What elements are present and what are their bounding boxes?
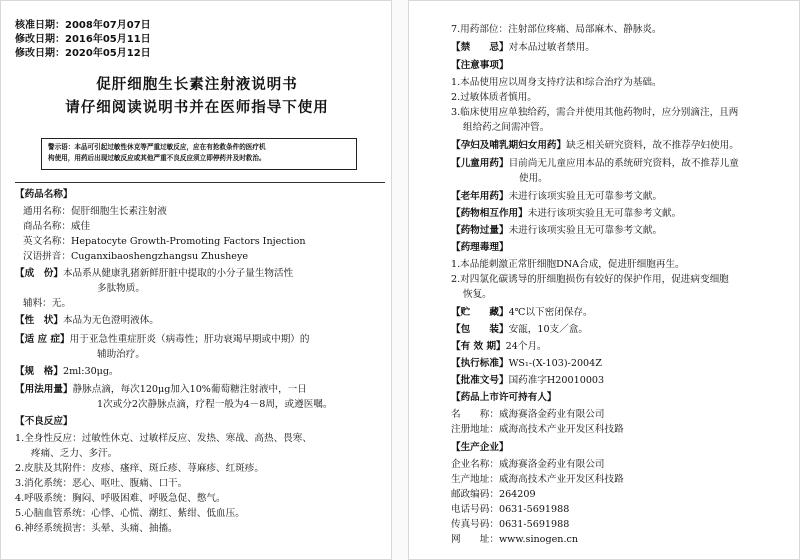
validity-text: 24个月。 [505,341,547,352]
interaction-text: 未进行该项实验且无可靠参考文献。 [527,208,682,219]
mah-address: 注册地址：威海高技术产业开发区科技路 [451,424,624,435]
geriatric-row [451,190,662,204]
storage-row [451,306,593,320]
trade-name: 商品名称：威佳 [23,221,91,232]
pediatric-label: 【儿童用药】 [451,158,509,169]
pediatric-cont: 使用。 [519,173,548,184]
interaction-row [451,207,681,221]
package-label: 【包 装】 [451,324,509,335]
indication-text: 用于亚急性重症肝炎（病毒性；肝功衰竭早期或中期）的 [69,334,310,345]
storage-label: 【贮 藏】 [451,307,509,318]
indication-cont: 辅助治疗。 [97,349,145,360]
adverse-item-7: 7.用药部位：注射部位疼痛、局部麻木、静脉炎。 [451,24,662,35]
manufacturer-header: 【生产企业】 [451,442,509,453]
warning-line-1: 警示语：本品可引起过敏性休克等严重过敏反应，应在有抢救条件的医疗机 [48,143,266,151]
document-title: 促肝细胞生长素注射液说明书 [96,76,298,93]
adverse-item-5: 5.心脑血管系统：心悸、心慌、潮红、紫绀、低血压。 [15,508,245,519]
spec-label: 【规 格】 [15,366,63,377]
geriatric-text: 未进行该项实验且无可靠参考文献。 [508,191,663,202]
fax-number: 传真号码：0631-5691988 [451,519,570,530]
geriatric-label: 【老年用药】 [451,191,509,202]
validity-label: 【有 效 期】 [451,341,506,352]
generic-name: 通用名称：促肝细胞生长素注射液 [23,206,167,217]
package-text: 安瓿，10支／盒。 [508,324,588,335]
adverse-header: 【不良反应】 [15,416,73,427]
pharmacology-2-cont: 恢复。 [463,289,492,300]
postcode: 邮政编码：264209 [451,489,536,500]
interaction-label: 【药物相互作用】 [451,208,528,219]
standard-text: WS₁-(X-103)-2004Z [508,358,602,369]
adverse-item-4: 4.呼吸系统：胸闷、呼吸困难、呼吸急促、憋气。 [15,493,226,504]
spec-row [15,365,119,379]
dosage-row [15,383,307,397]
mah-name: 名 称：威海赛洛金药业有限公司 [451,409,605,420]
contra-text: 对本品过敏者禁用。 [508,42,595,53]
contra-label: 【禁 忌】 [451,42,509,53]
precaution-2: 2.过敏体质者慎用。 [451,92,537,103]
pregnancy-label: 【孕妇及哺乳期妇女用药】 [451,140,567,151]
indication-label: 【适 应 症】 [15,334,70,345]
pharmacology-1: 1.本品能刺激正常肝细胞DNA合成，促进肝细胞再生。 [451,259,685,270]
storage-text: 4℃以下密闭保存。 [508,307,593,318]
ingredients-cont: 多肽物质。 [97,283,145,294]
website: 网 址：www.sinogen.cn [451,534,579,545]
adverse-item-6: 6.神经系统损害：头晕、头痛、抽搐。 [15,523,178,534]
drug-name-header: 【药品名称】 [15,189,73,200]
precautions-header: 【注意事项】 [451,60,509,71]
standard-row [451,357,602,371]
pharmacology-header: 【药理毒理】 [451,242,509,253]
revision-date-1: 修改日期：2016年05月11日 [15,34,151,45]
revision-date-2: 修改日期：2020年05月12日 [15,48,151,59]
section-divider [15,182,385,183]
manufacturer-name: 企业名称：威海赛洛金药业有限公司 [451,459,605,470]
overdose-text: 未进行该项实验且无可靠参考文献。 [508,225,663,236]
warning-line-2: 构使用，用药后出现过敏反应或其他严重不良反应须立即停药并及时救治。 [48,154,266,162]
ingredients-label: 【成 份】 [15,268,63,279]
character-row [15,314,159,328]
approval-row [451,374,604,388]
pinyin-name: 汉语拼音：Cuganxibaoshengzhangsu Zhusheye [23,251,249,262]
mah-header: 【药品上市许可持有人】 [451,392,557,403]
right-page [408,0,800,560]
character-label: 【性 状】 [15,315,63,326]
precaution-3: 3.临床使用应单独给药，需合并使用其他药物时，应分别滴注，且两 [451,107,739,118]
left-page [0,0,392,560]
manufacturer-address: 生产地址：威海高技术产业开发区科技路 [451,474,624,485]
page-gutter [392,0,408,560]
warning-box [41,138,357,170]
character-text: 本品为无色澄明液体。 [62,315,159,326]
indication-row [15,333,310,347]
dosage-cont: 1次或分2次静脉点滴，疗程一般为4－8周，或遵医嘱。 [97,399,333,410]
standard-label: 【执行标准】 [451,358,509,369]
dosage-label: 【用法用量】 [15,384,73,395]
adverse-item-3: 3.消化系统：恶心、呕吐、腹痛、口干。 [15,478,188,489]
precaution-1: 1.本品使用应以周身支持疗法和综合治疗为基础。 [451,77,662,88]
package-row [451,323,588,337]
ingredients-text: 本品系从健康乳猪新鲜肝脏中提取的小分子量生物活性 [62,268,294,279]
approval-date: 核准日期：2008年07月07日 [15,20,151,31]
phone-number: 电话号码：0631-5691988 [451,504,570,515]
spec-text: 2ml:30μg。 [62,366,119,377]
adverse-item-2: 2.皮肤及其附件：皮疹、瘙痒、斑丘疹、荨麻疹、红斑疹。 [15,463,264,474]
validity-row [451,340,547,354]
overdose-label: 【药物过量】 [451,225,509,236]
precaution-3-cont: 组给药之间需冲管。 [463,122,550,133]
dosage-text: 静脉点滴，每次120μg加入10%葡萄糖注射液中，一日 [72,384,307,395]
pharmacology-2: 2.对四氯化碳诱导的肝细胞损伤有较好的保护作用，促进病变细胞 [451,274,729,285]
adverse-item-1-cont: 疼痛、乏力、多汗。 [31,448,118,459]
english-name: 英文名称：Hepatocyte Growth-Promoting Factors Injection [23,236,306,247]
overdose-row [451,224,662,238]
approval-label: 【批准文号】 [451,375,509,386]
ingredients-row [15,267,293,281]
approval-text: 国药准字H20010003 [508,375,605,386]
pediatric-text: 目前尚无儿童应用本品的系统研究资料，故不推荐儿童 [508,158,739,169]
pediatric-row [451,157,739,171]
excipients: 辅料：无。 [23,298,71,309]
document-subtitle: 请仔细阅读说明书并在医师指导下使用 [65,99,329,116]
pregnancy-row [451,139,739,153]
contra-row [451,41,595,55]
adverse-item-1: 1.全身性反应：过敏性休克、过敏样反应、发热、寒战、高热、畏寒、 [15,433,312,444]
pregnancy-text: 缺乏相关研究资料，故不推荐孕妇使用。 [566,140,739,151]
